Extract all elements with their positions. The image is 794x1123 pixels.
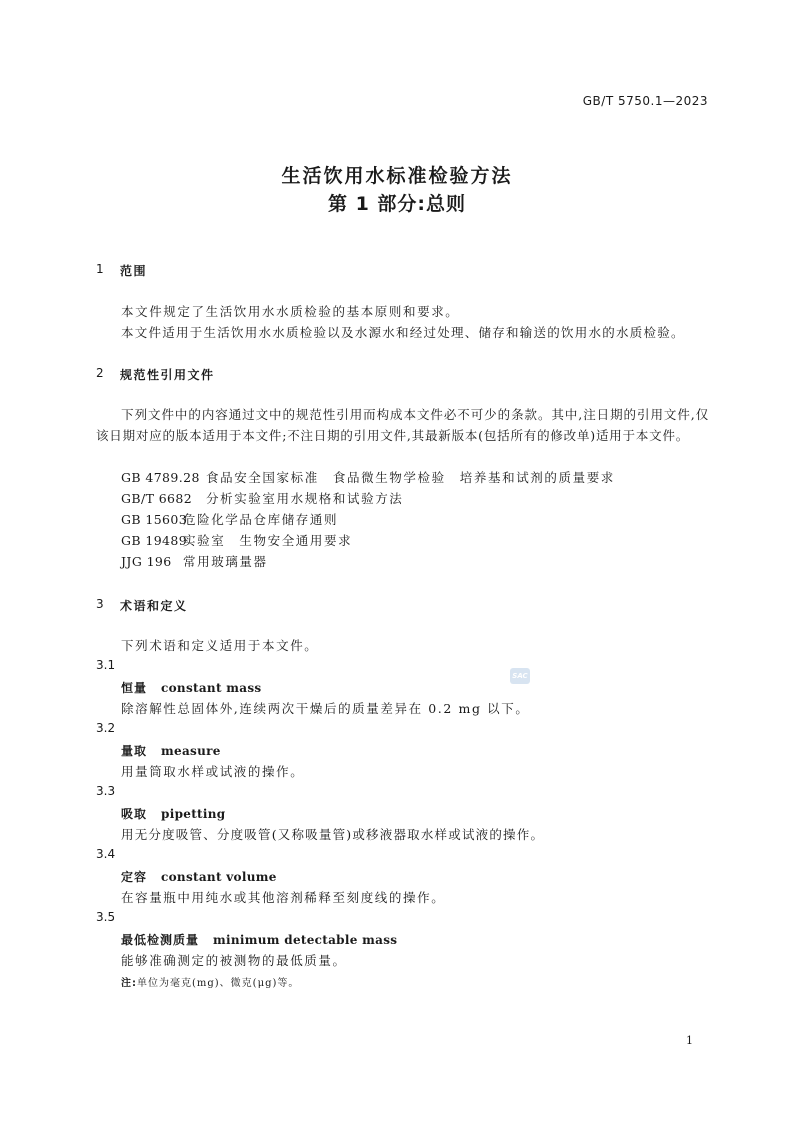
paragraph bbox=[96, 404, 709, 446]
term-number: 3.2 bbox=[96, 721, 116, 735]
term-heading bbox=[121, 679, 261, 696]
section-heading: 术语和定义 bbox=[120, 599, 188, 613]
note-label: 注: bbox=[121, 978, 137, 989]
sac-watermark-logo bbox=[510, 668, 530, 684]
term-chinese: 定容 bbox=[121, 870, 148, 884]
term-definition: 用无分度吸管、分度吸管(又称吸量管)或移液器取水样或试液的操作。 bbox=[121, 827, 545, 842]
reference-item bbox=[121, 531, 352, 549]
watermark-text: SAC bbox=[512, 672, 528, 680]
reference-code: GB/T 6682 bbox=[121, 491, 193, 506]
paragraph: 本文件规定了生活饮用水水质检验的基本原则和要求。 bbox=[121, 304, 460, 319]
paragraph: 下列术语和定义适用于本文件。 bbox=[121, 638, 319, 653]
term-chinese: 吸取 bbox=[121, 807, 148, 821]
reference-item bbox=[121, 552, 268, 570]
document-subtitle: 第 1 部分:总则 bbox=[327, 193, 467, 215]
section-number: 2 bbox=[96, 366, 104, 380]
reference-code: GB 15603 bbox=[121, 512, 188, 527]
term-definition: 能够准确测定的被测物的最低质量。 bbox=[121, 953, 347, 968]
term-english: constant mass bbox=[161, 681, 262, 695]
term-english: constant volume bbox=[161, 870, 277, 884]
term-chinese: 最低检测质量 bbox=[121, 933, 200, 947]
page-number: 1 bbox=[686, 1034, 693, 1047]
section-heading: 范围 bbox=[120, 264, 148, 278]
section-number: 3 bbox=[96, 597, 104, 611]
reference-name: 危险化学品仓库储存通则 bbox=[183, 512, 339, 527]
reference-item bbox=[121, 510, 338, 528]
reference-name: 食品安全国家标准 食品微生物学检验 培养基和试剂的质量要求 bbox=[206, 470, 615, 485]
term-number: 3.3 bbox=[96, 784, 116, 798]
term-number: 3.1 bbox=[96, 658, 116, 672]
term-chinese: 量取 bbox=[121, 744, 148, 758]
reference-code: GB 19489 bbox=[121, 533, 188, 548]
term-chinese: 恒量 bbox=[121, 681, 148, 695]
paragraph: 本文件适用于生活饮用水水质检验以及水源水和经过处理、储存和输送的饮用水的水质检验。 bbox=[121, 325, 685, 340]
reference-code: JJG 196 bbox=[121, 554, 172, 569]
document-title: 生活饮用水标准检验方法 bbox=[281, 165, 513, 187]
reference-code: GB 4789.28 bbox=[121, 470, 200, 485]
reference-item bbox=[121, 468, 615, 486]
reference-item bbox=[121, 489, 403, 507]
document-code: GB/T 5750.1—2023 bbox=[582, 94, 708, 108]
term-heading bbox=[121, 931, 397, 948]
term-definition: 用量筒取水样或试液的操作。 bbox=[121, 764, 305, 779]
section-number: 1 bbox=[96, 262, 104, 276]
reference-name: 实验室 生物安全通用要求 bbox=[183, 533, 353, 548]
term-heading bbox=[121, 805, 225, 822]
term-english: measure bbox=[161, 744, 221, 758]
term-heading bbox=[121, 742, 221, 759]
term-definition: 除溶解性总固体外,连续两次干燥后的质量差异在 0.2 mg 以下。 bbox=[121, 701, 530, 716]
term-number: 3.5 bbox=[96, 910, 116, 924]
note bbox=[121, 974, 299, 989]
section-heading: 规范性引用文件 bbox=[120, 368, 215, 382]
term-definition: 在容量瓶中用纯水或其他溶剂稀释至刻度线的操作。 bbox=[121, 890, 446, 905]
term-number: 3.4 bbox=[96, 847, 116, 861]
reference-name: 常用玻璃量器 bbox=[183, 554, 268, 569]
term-english: minimum detectable mass bbox=[213, 933, 398, 947]
reference-name: 分析实验室用水规格和试验方法 bbox=[206, 491, 404, 506]
note-text: 单位为毫克(mg)、微克(μg)等。 bbox=[137, 978, 300, 989]
term-english: pipetting bbox=[161, 807, 226, 821]
paragraph-text: 下列文件中的内容通过文中的规范性引用而构成本文件必不可少的条款。其中,注日期的引用文件,仅该日期对应的版本适用于本文件;不注日期的引用文件,其最新版本(包括所有的修改单)适用于本文件。 bbox=[96, 407, 709, 443]
term-heading bbox=[121, 868, 277, 885]
